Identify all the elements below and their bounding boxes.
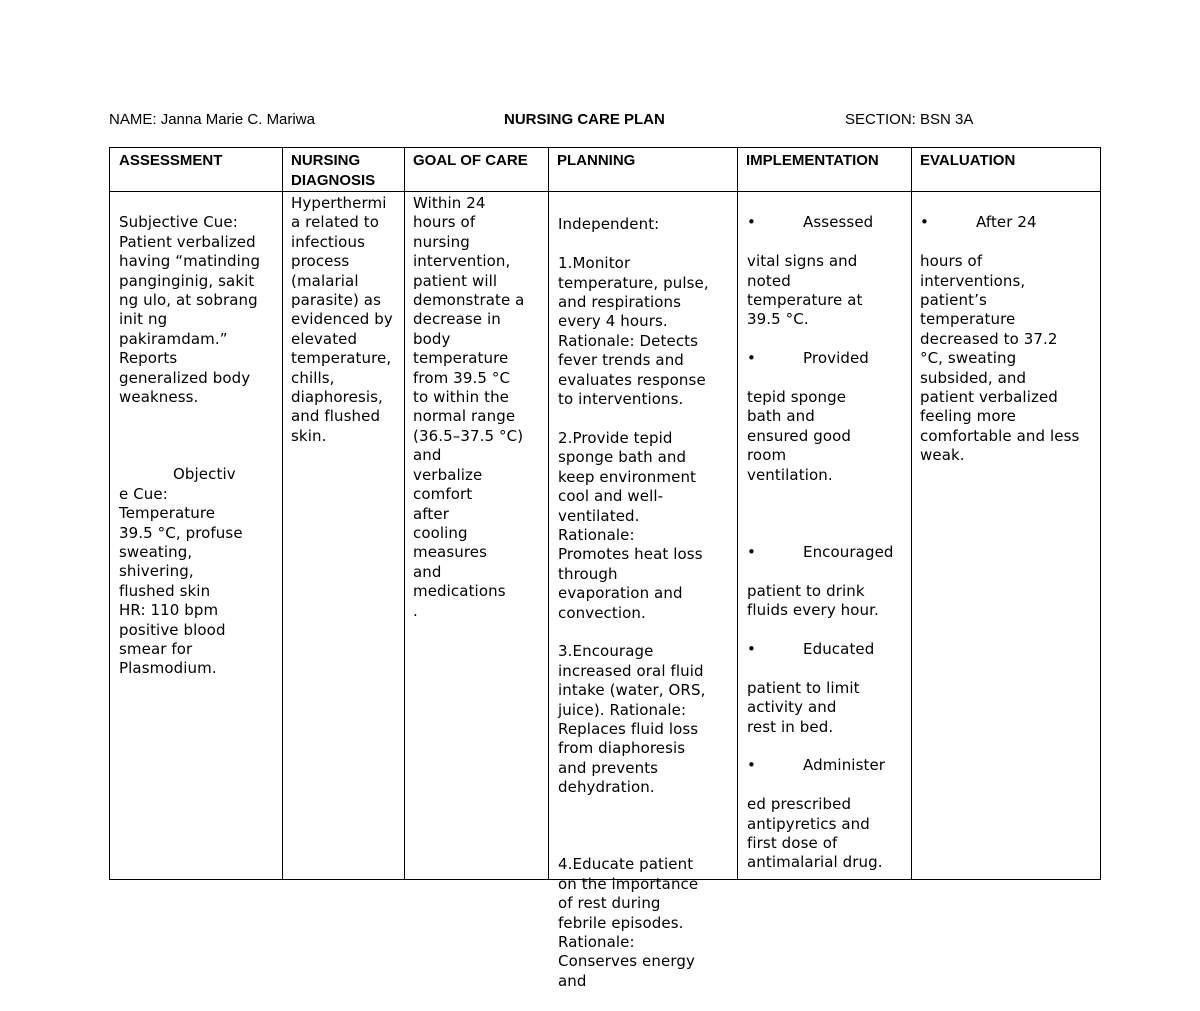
subjective-cue: Subjective Cue: Patient verbalized having “matinding panginginig, sakit ng ulo, at sobrang init ng pakiramdam.” Reports generalized body weakness. — [119, 213, 261, 407]
bullet-icon: • — [747, 213, 756, 232]
care-plan-table — [109, 147, 1101, 990]
implementation-item-5-text: ed prescribed antipyretics and first dose of antimalarial drug. — [747, 795, 883, 872]
section-value: BSN 3A — [920, 111, 974, 128]
implementation-item-1: • Assessed — [747, 213, 874, 232]
implementation-item-3-text: patient to drink fluids every hour. — [747, 581, 879, 620]
implementation-item-4-text: patient to limit activity and rest in bed. — [747, 678, 860, 736]
evaluation-text: hours of interventions, patient’s temperature decreased to 37.2 °C, sweating subsided, and patient verbalized feeling more comfortable and less weak. — [920, 252, 1080, 465]
spacer — [558, 817, 736, 836]
bullet-icon: • — [920, 213, 929, 232]
bullet-icon: • — [747, 349, 756, 368]
header-diagnosis-line1: NURSING — [291, 152, 361, 169]
bullet-icon: • — [747, 639, 756, 658]
page-title: NURSING CARE PLAN — [504, 111, 665, 128]
student-name — [109, 111, 315, 128]
planning-intro: Independent: — [558, 215, 660, 234]
spacer — [747, 505, 912, 524]
implementation-item-2-text: tepid sponge bath and ensured good room ventilation. — [747, 388, 852, 484]
planning-item-4: 4.Educate patient on the importance of rest during febrile episodes. Rationale: Conserves energy and — [558, 855, 699, 990]
planning-item-1: 1.Monitor temperature, pulse, and respirations every 4 hours. Rationale: Detects fever trends and evaluates response to interventions. — [558, 254, 709, 409]
header-row-divider — [110, 191, 1100, 192]
implementation-item-1-text: vital signs and noted temperature at 39.5 °C. — [747, 252, 863, 329]
spacer — [119, 427, 281, 446]
planning-item-2: 2.Provide tepid sponge bath and keep environment cool and well- ventilated. Rationale: Promotes heat loss through evaporation and convection. — [558, 428, 703, 622]
header-diagnosis — [291, 151, 375, 191]
evaluation-item: • After 24 — [920, 213, 1037, 232]
implementation-item-3: • Encouraged — [747, 542, 894, 561]
implementation-item-5: • Administer — [747, 756, 886, 775]
implementation-item-2: • Provided — [747, 349, 869, 368]
implementation-item-4: • Educated — [747, 639, 875, 658]
goal-cell: Within 24 hours of nursing intervention, patient will demonstrate a decrease in body temperature from 39.5 °C to within the normal range (36.5–37.5 °C) and verbalize comfort after cooling measures and medications . — [413, 194, 525, 620]
header-goal: GOAL OF CARE — [413, 152, 528, 169]
bullet-icon: • — [747, 756, 756, 775]
header-assessment: ASSESSMENT — [119, 152, 223, 169]
planning-item-3: 3.Encourage increased oral fluid intake (water, ORS, juice). Rationale: Replaces fluid loss from diaphoresis and prevents dehydration. — [558, 642, 706, 797]
name-label: NAME: — [109, 111, 157, 128]
header-diagnosis-line2: DIAGNOSIS — [291, 172, 376, 189]
section-label: SECTION: — [845, 111, 916, 128]
header-evaluation: EVALUATION — [920, 152, 1016, 169]
assessment-cell — [119, 194, 281, 698]
implementation-cell — [747, 194, 912, 892]
header-planning: PLANNING — [557, 152, 636, 169]
header-implementation: IMPLEMENTATION — [746, 152, 879, 169]
bullet-icon: • — [747, 542, 756, 561]
section-info — [845, 111, 973, 128]
column-divider — [282, 148, 283, 879]
objective-cue: Objectiv e Cue: Temperature 39.5 °C, profuse sweating, shivering, flushed skin HR: 110 bpm positive blood smear for Plasmodium. — [119, 465, 243, 678]
planning-cell — [558, 196, 736, 1011]
evaluation-cell — [920, 194, 1100, 485]
column-divider — [737, 148, 738, 879]
diagnosis-cell: Hyperthermi a related to infectious process (malarial parasite) as evidenced by elevated temperature, chills, diaphoresis, and flushed skin. — [291, 194, 393, 445]
name-value: Janna Marie C. Mariwa — [160, 111, 315, 128]
column-divider — [548, 148, 549, 879]
